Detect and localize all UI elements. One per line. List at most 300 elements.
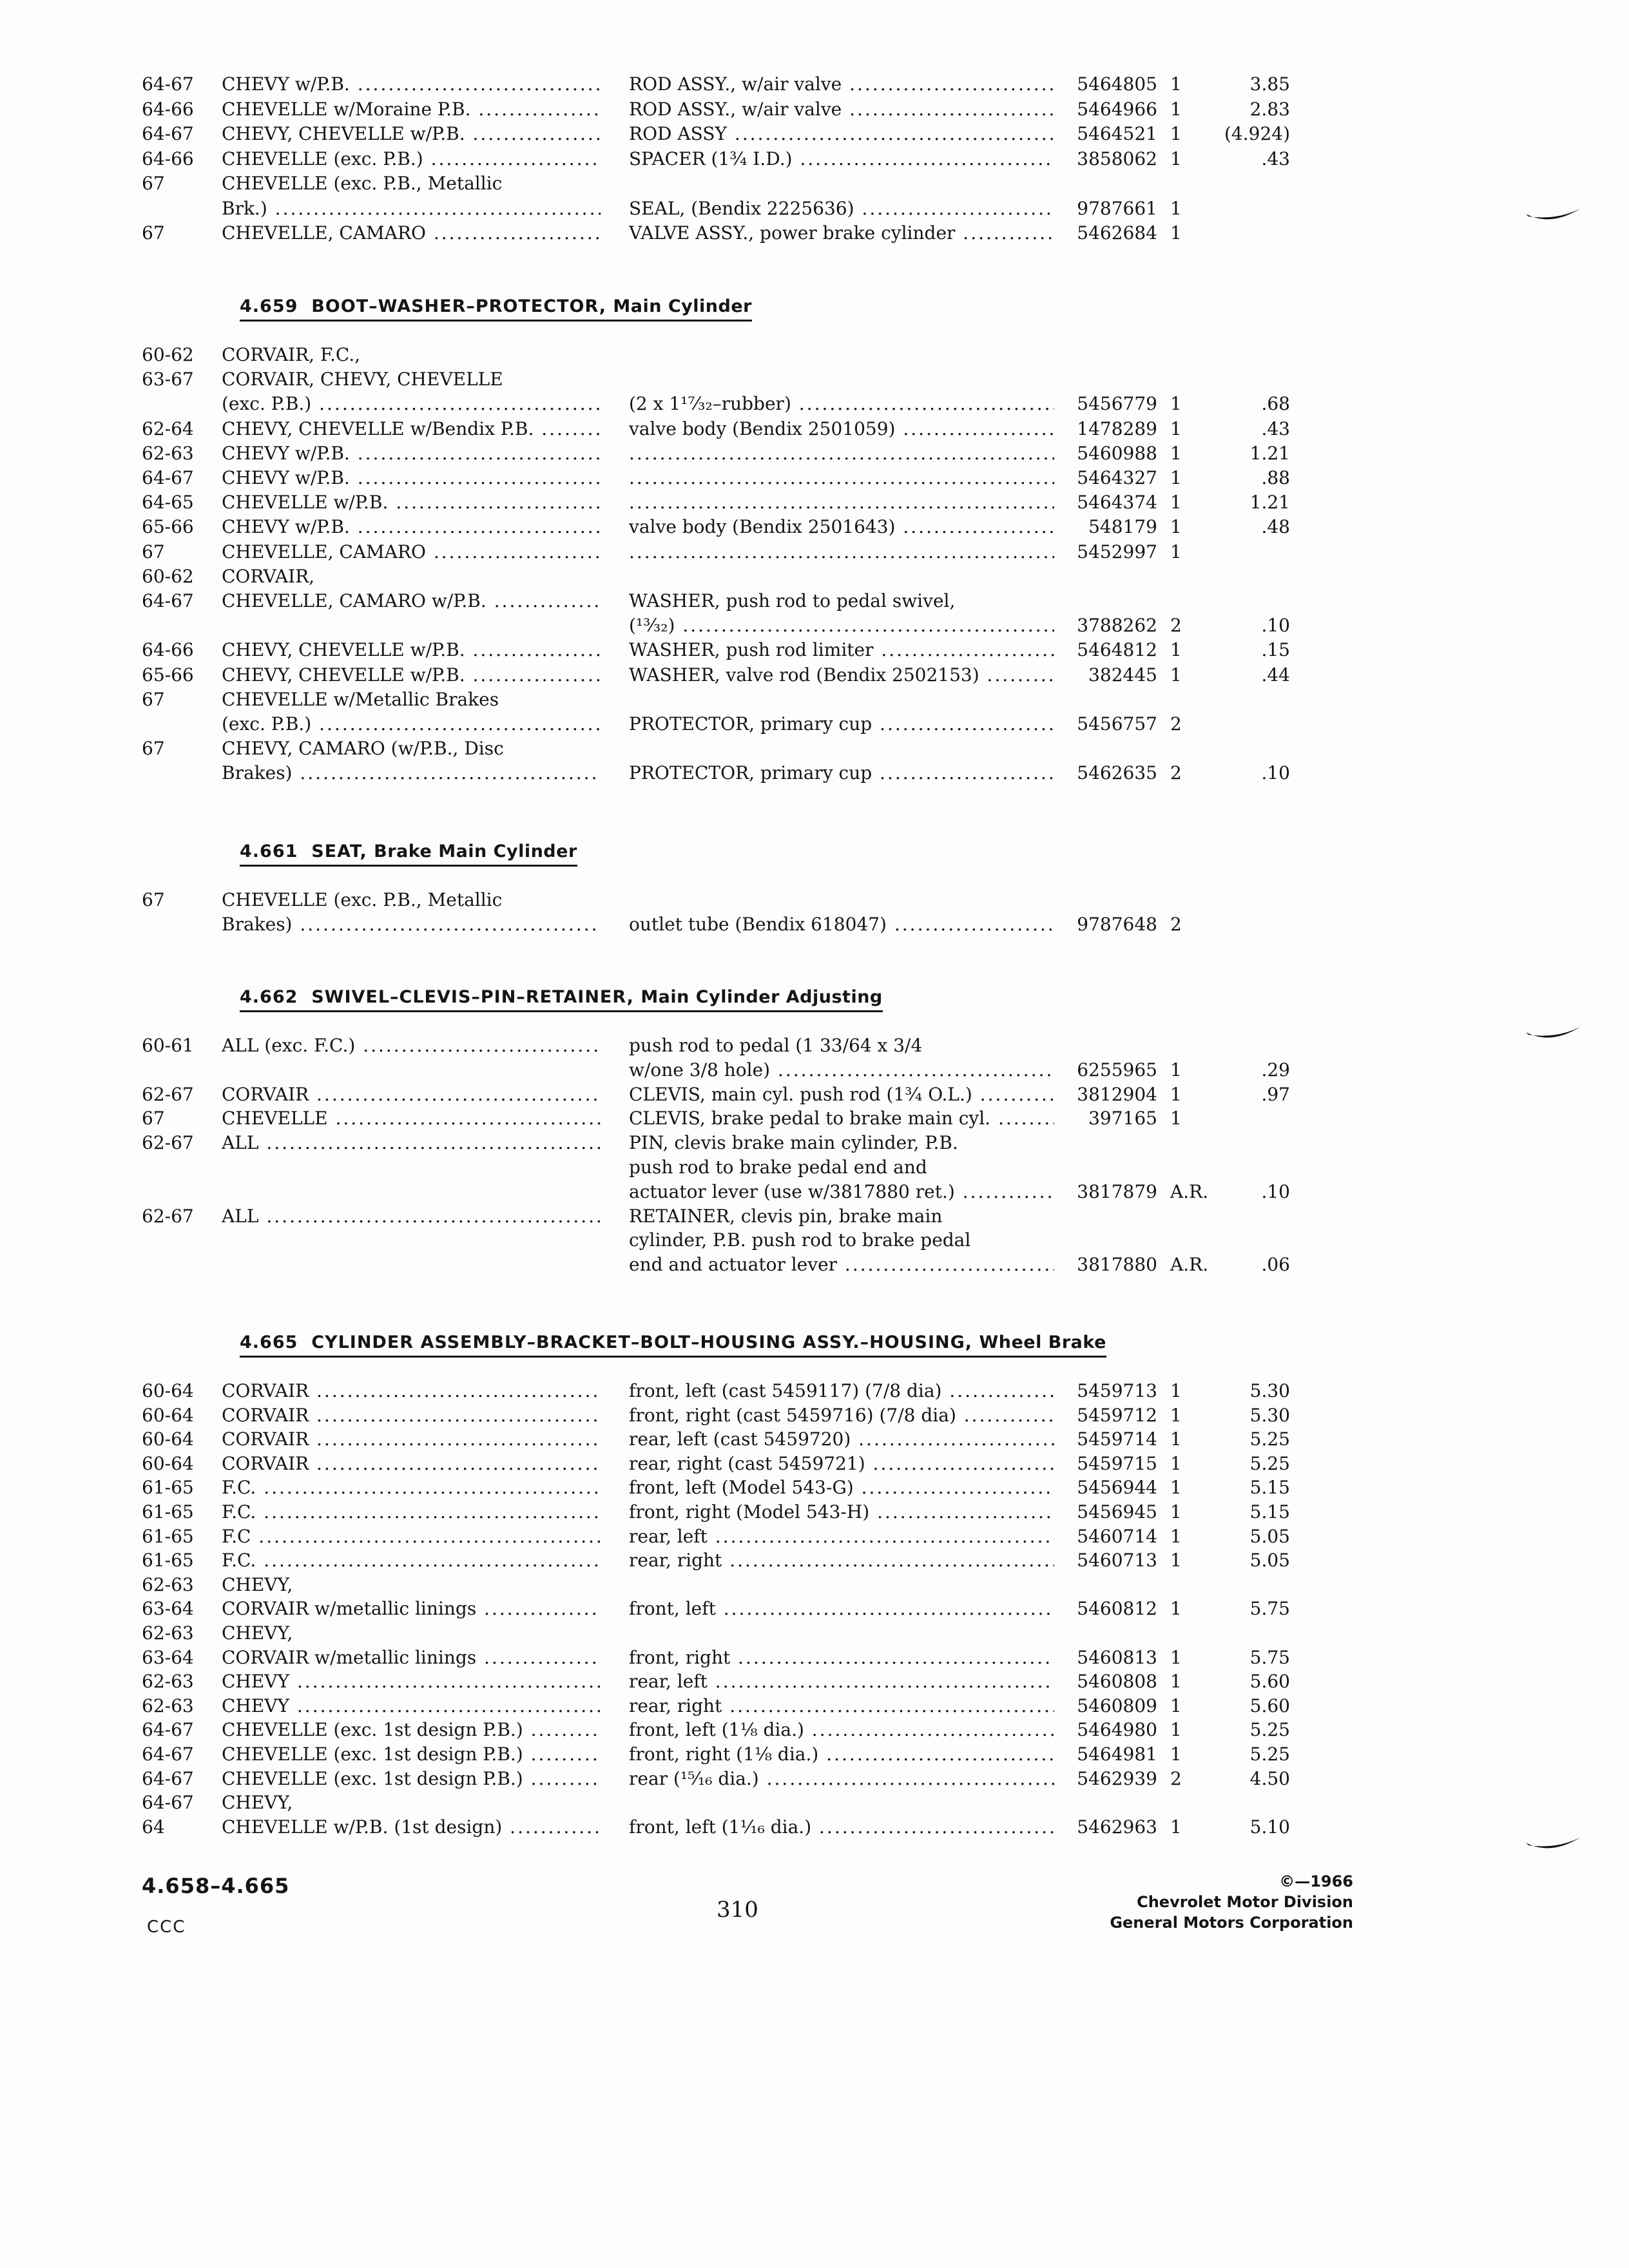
application: Brakes) ..... <box>222 761 601 785</box>
part-row <box>0 417 1629 441</box>
quantity: 1 <box>1170 1428 1182 1450</box>
model-years: 63-64 <box>142 1646 194 1668</box>
quantity: 1 <box>1170 1501 1182 1523</box>
part-description: front, left ..... <box>629 1597 1054 1621</box>
application: CHEVY, <box>222 1622 293 1644</box>
part-row <box>0 1131 1629 1155</box>
part-description: rear, right (cast 5459721) ..... <box>629 1452 1054 1476</box>
model-years: 64-66 <box>142 639 194 661</box>
part-number: 5459713 <box>1077 1380 1157 1401</box>
price: 5.15 <box>1249 1501 1290 1523</box>
part-number: 5452997 <box>1077 541 1157 562</box>
part-number: 5460713 <box>1077 1550 1157 1571</box>
application: CORVAIR ..... <box>222 1379 601 1403</box>
part-number: 5464981 <box>1077 1744 1157 1765</box>
model-years: 67 <box>142 173 165 194</box>
model-years: 61-65 <box>142 1525 194 1547</box>
part-description: rear, left (cast 5459720) ..... <box>629 1427 1054 1452</box>
model-years: 62-63 <box>142 442 194 464</box>
part-number: 5460812 <box>1077 1598 1157 1620</box>
model-years: 62-64 <box>142 418 194 439</box>
part-description: PROTECTOR, primary cup ..... <box>629 712 1054 736</box>
part-description: CLEVIS, main cyl. push rod (1¾ O.L.) ..... <box>629 1082 1054 1107</box>
application: CORVAIR w/metallic linings ..... <box>222 1597 601 1621</box>
application: CHEVY, CHEVELLE w/P.B. ..... <box>222 638 601 662</box>
quantity: 1 <box>1170 1404 1182 1426</box>
section-subtitle: Wheel Brake <box>979 1332 1106 1352</box>
price: 1.21 <box>1249 492 1290 514</box>
part-row <box>0 515 1629 539</box>
part-row <box>0 663 1629 687</box>
application: F.C. ..... <box>222 1475 601 1500</box>
model-years: 67 <box>142 688 165 710</box>
part-description: ROD ASSY ..... <box>629 122 1054 146</box>
part-number: 5460714 <box>1077 1525 1157 1547</box>
model-years: 64-66 <box>142 148 194 169</box>
application: CORVAIR ..... <box>222 1427 601 1452</box>
price: 5.30 <box>1249 1380 1290 1401</box>
quantity: 1 <box>1170 1816 1182 1838</box>
part-row <box>0 589 1629 613</box>
part-description: PROTECTOR, primary cup ..... <box>629 761 1054 785</box>
model-years: 64-67 <box>142 1767 194 1789</box>
quantity: 1 <box>1170 639 1182 661</box>
application: F.C. ..... <box>222 1548 601 1573</box>
part-description: front, left (1⅛ dia.) ..... <box>629 1718 1054 1742</box>
part-number: 5460813 <box>1077 1646 1157 1668</box>
part-description: ROD ASSY., w/air valve ..... <box>629 72 1054 97</box>
application: CORVAIR, F.C., <box>222 344 361 365</box>
price: .15 <box>1261 639 1290 661</box>
price: .68 <box>1261 393 1290 415</box>
quantity: 1 <box>1170 1744 1182 1765</box>
application: ALL ..... <box>222 1204 601 1229</box>
application: CORVAIR, <box>222 565 315 587</box>
application: CORVAIR, CHEVY, CHEVELLE <box>222 369 503 390</box>
quantity: 1 <box>1170 148 1182 169</box>
part-number: 5456945 <box>1077 1501 1157 1523</box>
quantity: 1 <box>1170 1452 1182 1474</box>
model-years: 64-67 <box>142 1719 194 1741</box>
copyright: ©—1966 <box>1279 1872 1353 1890</box>
section-range: 4.658–4.665 <box>142 1874 290 1898</box>
model-years: 63-64 <box>142 1598 194 1620</box>
part-row <box>0 1742 1629 1767</box>
application: CHEVY w/P.B. ..... <box>222 441 601 466</box>
part-row <box>0 1106 1629 1131</box>
part-row <box>0 1180 1629 1204</box>
model-years: 62-63 <box>142 1671 194 1693</box>
application: CORVAIR w/metallic linings ..... <box>222 1646 601 1670</box>
price: .43 <box>1261 148 1290 169</box>
price: (4.924) <box>1224 123 1290 144</box>
part-row <box>0 1427 1629 1452</box>
quantity: 1 <box>1170 123 1182 144</box>
part-description: CLEVIS, brake pedal to brake main cyl. ..... <box>629 1106 1054 1131</box>
price: .88 <box>1261 467 1290 488</box>
part-description: ROD ASSY., w/air valve ..... <box>629 97 1054 122</box>
quantity: 1 <box>1170 1108 1182 1129</box>
part-number: 6255965 <box>1077 1059 1157 1081</box>
part-number: 5456944 <box>1077 1477 1157 1499</box>
part-number: 5459712 <box>1077 1404 1157 1426</box>
part-row <box>0 613 1629 638</box>
part-number: 5464521 <box>1077 123 1157 144</box>
price: 5.10 <box>1249 1816 1290 1838</box>
section-subtitle: Main Cylinder <box>613 296 752 316</box>
part-row <box>0 1228 1629 1253</box>
quantity: 2 <box>1170 1767 1182 1789</box>
quantity: 1 <box>1170 1598 1182 1620</box>
part-description: outlet tube (Bendix 618047) ..... <box>629 912 1054 937</box>
model-years: 67 <box>142 222 165 244</box>
part-description <box>629 441 1054 466</box>
part-number: 5462963 <box>1077 1816 1157 1838</box>
price: 5.15 <box>1249 1477 1290 1499</box>
application: CHEVELLE w/P.B. (1st design) ..... <box>222 1815 601 1840</box>
price: 5.75 <box>1249 1646 1290 1668</box>
part-row <box>0 1767 1629 1791</box>
price: .48 <box>1261 516 1290 538</box>
part-row <box>0 72 1629 97</box>
part-number: 3817880 <box>1077 1254 1157 1276</box>
model-years: 67 <box>142 541 165 562</box>
application: CORVAIR ..... <box>222 1403 601 1428</box>
quantity: 1 <box>1170 73 1182 95</box>
quantity: 1 <box>1170 222 1182 244</box>
section-title: SWIVEL–CLEVIS–PIN–RETAINER, <box>311 987 634 1007</box>
part-description: end and actuator lever ..... <box>629 1253 1054 1277</box>
quantity: 1 <box>1170 1646 1182 1668</box>
price: 5.25 <box>1249 1744 1290 1765</box>
model-years: 62-63 <box>142 1622 194 1644</box>
part-number: 1478289 <box>1077 418 1157 439</box>
price: 5.30 <box>1249 1404 1290 1426</box>
application: CHEVELLE w/Moraine P.B. ..... <box>222 97 601 122</box>
binding-mark-icon <box>1525 1834 1583 1860</box>
part-number: 5460809 <box>1077 1695 1157 1716</box>
quantity: 1 <box>1170 1380 1182 1401</box>
part-description <box>629 490 1054 515</box>
part-description: WASHER, push rod limiter ..... <box>629 638 1054 662</box>
part-row <box>0 97 1629 122</box>
part-description: push rod to pedal (1 33/64 x 3/4 <box>629 1035 923 1056</box>
application: (exc. P.B.) ..... <box>222 712 601 736</box>
part-description: (2 x 1¹⁷⁄₃₂–rubber) ..... <box>629 392 1054 416</box>
section-number: 4.662 <box>240 987 298 1007</box>
page-number: 310 <box>717 1897 758 1923</box>
application: Brk.) ..... <box>222 197 601 221</box>
section-heading-4-659 <box>240 294 752 322</box>
part-description: RETAINER, clevis pin, brake main <box>629 1205 943 1227</box>
part-row <box>0 1500 1629 1524</box>
part-number: 3812904 <box>1077 1083 1157 1105</box>
model-years: 65-66 <box>142 664 194 686</box>
part-number: 5462635 <box>1077 762 1157 784</box>
model-years: 62-63 <box>142 1695 194 1716</box>
quantity: 1 <box>1170 1695 1182 1716</box>
model-years: 62-67 <box>142 1083 194 1105</box>
part-number: 5464980 <box>1077 1719 1157 1741</box>
section-number: 4.665 <box>240 1332 298 1352</box>
division: Chevrolet Motor Division <box>1137 1893 1353 1911</box>
model-years: 64-67 <box>142 1792 194 1814</box>
price: 2.83 <box>1249 98 1290 120</box>
model-years: 64 <box>142 1816 165 1838</box>
part-row <box>0 912 1629 937</box>
application: CHEVY, <box>222 1573 293 1595</box>
quantity: A.R. <box>1170 1180 1209 1202</box>
section-heading-4-661 <box>240 839 577 867</box>
part-number: 5462939 <box>1077 1767 1157 1789</box>
application: CHEVELLE (exc. 1st design P.B.) ..... <box>222 1718 601 1742</box>
part-description: WASHER, valve rod (Bendix 2502153) ..... <box>629 663 1054 687</box>
quantity: 1 <box>1170 442 1182 464</box>
application: CHEVELLE (exc. 1st design P.B.) ..... <box>222 1742 601 1767</box>
application: CHEVELLE (exc. P.B.) ..... <box>222 147 601 171</box>
application: CHEVELLE w/Metallic Brakes <box>222 688 499 710</box>
application: Brakes) ..... <box>222 912 601 937</box>
price: 3.85 <box>1249 73 1290 95</box>
model-years: 60-64 <box>142 1380 194 1401</box>
model-years: 65-66 <box>142 516 194 538</box>
catalog-code: CCC <box>147 1917 186 1937</box>
part-description: rear, right ..... <box>629 1548 1054 1573</box>
part-description: valve body (Bendix 2501643) ..... <box>629 515 1054 539</box>
part-number: 5459715 <box>1077 1452 1157 1474</box>
price: .10 <box>1261 1180 1290 1202</box>
part-row <box>0 147 1629 171</box>
part-description: front, left (1¹⁄₁₆ dia.) ..... <box>629 1815 1054 1840</box>
part-row <box>0 1597 1629 1621</box>
part-number: 5464812 <box>1077 639 1157 661</box>
part-row <box>0 540 1629 564</box>
quantity: 1 <box>1170 516 1182 538</box>
part-row <box>0 122 1629 146</box>
part-description: actuator lever (use w/3817880 ret.) ..... <box>629 1180 1054 1204</box>
application: (exc. P.B.) ..... <box>222 392 601 416</box>
model-years: 63-67 <box>142 369 194 390</box>
application: CHEVY, CHEVELLE w/P.B. ..... <box>222 663 601 687</box>
section-heading-4-662 <box>240 985 883 1012</box>
quantity: 1 <box>1170 418 1182 439</box>
part-description: rear, left ..... <box>629 1524 1054 1549</box>
price: .43 <box>1261 418 1290 439</box>
part-row <box>0 687 1629 712</box>
quantity: 1 <box>1170 1671 1182 1693</box>
quantity: A.R. <box>1170 1254 1209 1276</box>
corporation: General Motors Corporation <box>1110 1914 1353 1932</box>
quantity: 1 <box>1170 197 1182 219</box>
part-number: 5464327 <box>1077 467 1157 488</box>
application: CHEVY ..... <box>222 1694 601 1718</box>
part-description: VALVE ASSY., power brake cylinder ..... <box>629 221 1054 245</box>
model-years: 61-65 <box>142 1550 194 1571</box>
model-years: 64-67 <box>142 1744 194 1765</box>
model-years: 62-67 <box>142 1205 194 1227</box>
part-description: push rod to brake pedal end and <box>629 1157 927 1178</box>
application: CHEVY, CHEVELLE w/P.B. ..... <box>222 122 601 146</box>
part-row <box>0 1669 1629 1694</box>
price: 5.60 <box>1249 1695 1290 1716</box>
quantity: 2 <box>1170 914 1182 935</box>
part-description: rear, left ..... <box>629 1669 1054 1694</box>
model-years: 60-62 <box>142 565 194 587</box>
application: CHEVELLE (exc. P.B., Metallic <box>222 889 503 910</box>
part-row <box>0 1082 1629 1107</box>
part-number: 5460808 <box>1077 1671 1157 1693</box>
part-description <box>629 466 1054 490</box>
part-row <box>0 564 1629 589</box>
model-years: 60-62 <box>142 344 194 365</box>
part-number: 5462684 <box>1077 222 1157 244</box>
binding-mark-icon <box>1525 1023 1583 1049</box>
model-years: 67 <box>142 889 165 910</box>
quantity: 1 <box>1170 1525 1182 1547</box>
quantity: 1 <box>1170 1550 1182 1571</box>
section-subtitle: Main Cylinder Adjusting <box>641 987 883 1007</box>
application: CHEVY, CHEVELLE w/Bendix P.B. ..... <box>222 417 601 441</box>
part-number: 397165 <box>1088 1108 1157 1129</box>
part-description: front, left (Model 543-G) ..... <box>629 1475 1054 1500</box>
part-row <box>0 1718 1629 1742</box>
quantity: 2 <box>1170 762 1182 784</box>
part-number: 5459714 <box>1077 1428 1157 1450</box>
model-years: 60-64 <box>142 1404 194 1426</box>
part-row <box>0 1815 1629 1840</box>
part-row <box>0 221 1629 245</box>
application: CORVAIR ..... <box>222 1082 601 1107</box>
price: 5.05 <box>1249 1550 1290 1571</box>
part-row <box>0 1621 1629 1646</box>
price: .44 <box>1261 664 1290 686</box>
application: CHEVELLE (exc. P.B., Metallic <box>222 173 503 194</box>
part-description: front, left (cast 5459117) (7/8 dia) ..... <box>629 1379 1054 1403</box>
application: CHEVY ..... <box>222 1669 601 1694</box>
model-years: 64-66 <box>142 98 194 120</box>
application: CHEVY w/P.B. ..... <box>222 515 601 539</box>
quantity: 1 <box>1170 98 1182 120</box>
part-row <box>0 1379 1629 1403</box>
part-row <box>0 638 1629 662</box>
quantity: 1 <box>1170 664 1182 686</box>
price: 5.25 <box>1249 1719 1290 1741</box>
quantity: 1 <box>1170 1719 1182 1741</box>
part-description: w/one 3/8 hole) ..... <box>629 1058 1054 1082</box>
part-row <box>0 1204 1629 1229</box>
part-row <box>0 1475 1629 1500</box>
part-row <box>0 197 1629 221</box>
part-description: front, right (1⅛ dia.) ..... <box>629 1742 1054 1767</box>
part-row <box>0 1694 1629 1718</box>
model-years: 64-65 <box>142 492 194 514</box>
part-row <box>0 171 1629 196</box>
price: 5.60 <box>1249 1671 1290 1693</box>
model-years: 62-67 <box>142 1132 194 1154</box>
part-row <box>0 441 1629 466</box>
part-number: 5460988 <box>1077 442 1157 464</box>
part-description: WASHER, push rod to pedal swivel, <box>629 590 956 611</box>
part-description: front, right (Model 543-H) ..... <box>629 1500 1054 1524</box>
part-number: 3858062 <box>1077 148 1157 169</box>
application: CHEVY w/P.B. ..... <box>222 466 601 490</box>
section-subtitle: Brake Main Cylinder <box>374 841 577 861</box>
part-row <box>0 490 1629 515</box>
part-row <box>0 1155 1629 1180</box>
part-number: 5464966 <box>1077 98 1157 120</box>
quantity: 1 <box>1170 492 1182 514</box>
part-row <box>0 1548 1629 1573</box>
part-number: 548179 <box>1088 516 1157 538</box>
application: CORVAIR ..... <box>222 1452 601 1476</box>
section-number: 4.661 <box>240 841 298 861</box>
part-row <box>0 712 1629 736</box>
part-number: 9787661 <box>1077 197 1157 219</box>
model-years: 61-65 <box>142 1501 194 1523</box>
section-title: SEAT, <box>311 841 367 861</box>
quantity: 1 <box>1170 541 1182 562</box>
publisher-block <box>1095 1871 1353 1933</box>
part-number: 5464374 <box>1077 492 1157 514</box>
part-row <box>0 1573 1629 1597</box>
application: ALL (exc. F.C.) ..... <box>222 1033 601 1058</box>
model-years: 61-65 <box>142 1477 194 1499</box>
model-years: 64-67 <box>142 590 194 611</box>
model-years: 64-67 <box>142 467 194 488</box>
part-description: SPACER (1¾ I.D.) ..... <box>629 147 1054 171</box>
part-row <box>0 343 1629 367</box>
part-description: front, right ..... <box>629 1646 1054 1670</box>
application: CHEVELLE w/P.B. ..... <box>222 490 601 515</box>
section-number: 4.659 <box>240 296 298 316</box>
price: 5.05 <box>1249 1525 1290 1547</box>
model-years: 60-61 <box>142 1035 194 1056</box>
part-description <box>629 540 1054 564</box>
price: 4.50 <box>1249 1767 1290 1789</box>
part-description: PIN, clevis brake main cylinder, P.B. <box>629 1132 958 1154</box>
application: CHEVELLE, CAMARO w/P.B. ..... <box>222 589 601 613</box>
part-row <box>0 736 1629 761</box>
part-number: 5464805 <box>1077 73 1157 95</box>
price: 1.21 <box>1249 442 1290 464</box>
part-row <box>0 466 1629 490</box>
quantity: 1 <box>1170 467 1182 488</box>
price: 5.75 <box>1249 1598 1290 1620</box>
application: CHEVELLE ..... <box>222 1106 601 1131</box>
quantity: 1 <box>1170 1083 1182 1105</box>
part-description: cylinder, P.B. push rod to brake pedal <box>629 1229 971 1251</box>
quantity: 1 <box>1170 1059 1182 1081</box>
part-row <box>0 392 1629 416</box>
part-number: 5456779 <box>1077 393 1157 415</box>
application: F.C. ..... <box>222 1500 601 1524</box>
part-description: valve body (Bendix 2501059) ..... <box>629 417 1054 441</box>
binding-mark-icon <box>1525 205 1583 231</box>
model-years: 67 <box>142 738 165 760</box>
part-row <box>0 1253 1629 1277</box>
application: CHEVELLE, CAMARO ..... <box>222 540 601 564</box>
model-years: 60-64 <box>142 1428 194 1450</box>
part-number: 382445 <box>1088 664 1157 686</box>
part-number: 3817879 <box>1077 1180 1157 1202</box>
part-row <box>0 1033 1629 1058</box>
quantity: 2 <box>1170 615 1182 637</box>
section-title: BOOT–WASHER–PROTECTOR, <box>311 296 606 316</box>
application: CHEVY, CAMARO (w/P.B., Disc <box>222 738 504 760</box>
model-years: 64-67 <box>142 123 194 144</box>
application: ALL ..... <box>222 1131 601 1155</box>
application: CHEVELLE (exc. 1st design P.B.) ..... <box>222 1767 601 1791</box>
